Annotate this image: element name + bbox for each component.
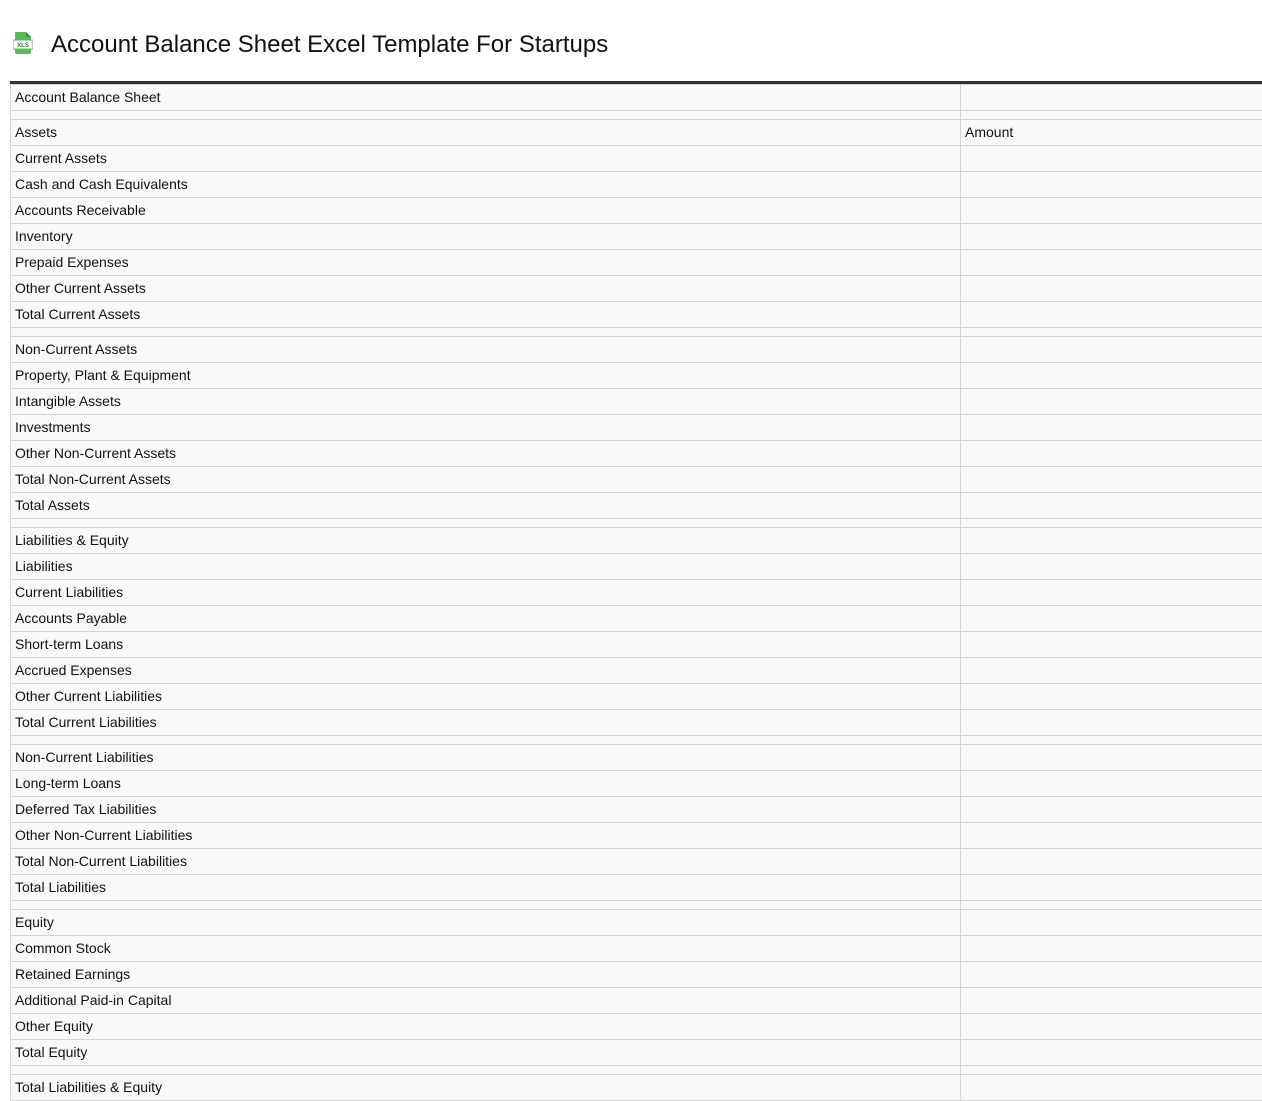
table-row <box>11 363 1262 389</box>
table-row <box>11 771 1262 797</box>
balance-sheet <box>10 81 1262 1101</box>
row-label-cell: Common Stock <box>11 936 961 962</box>
amount-cell[interactable] <box>961 302 1262 328</box>
amount-cell[interactable] <box>961 172 1262 198</box>
spacer-cell <box>11 328 961 337</box>
row-label-cell: Other Current Assets <box>11 276 961 302</box>
spacer-cell <box>961 519 1262 528</box>
table-row <box>11 276 1262 302</box>
table-row <box>11 936 1262 962</box>
amount-cell[interactable] <box>961 415 1262 441</box>
table-row <box>11 823 1262 849</box>
row-label-cell: Short-term Loans <box>11 632 961 658</box>
row-label-cell: Total Current Liabilities <box>11 710 961 736</box>
spacer-cell <box>11 111 961 120</box>
amount-cell[interactable] <box>961 493 1262 519</box>
table-row <box>11 658 1262 684</box>
table-row <box>11 962 1262 988</box>
spacer-cell <box>961 111 1262 120</box>
amount-cell[interactable] <box>961 580 1262 606</box>
amount-cell[interactable] <box>961 910 1262 936</box>
amount-cell[interactable] <box>961 710 1262 736</box>
amount-cell[interactable] <box>961 337 1262 363</box>
row-label-cell: Liabilities & Equity <box>11 528 961 554</box>
amount-cell[interactable] <box>961 554 1262 580</box>
spacer-row <box>11 519 1262 528</box>
row-label-cell: Current Liabilities <box>11 580 961 606</box>
amount-cell[interactable] <box>961 875 1262 901</box>
table-row <box>11 389 1262 415</box>
amount-cell[interactable] <box>961 658 1262 684</box>
table-row <box>11 632 1262 658</box>
table-row <box>11 745 1262 771</box>
amount-cell[interactable] <box>961 389 1262 415</box>
row-label-cell: Additional Paid-in Capital <box>11 988 961 1014</box>
table-row <box>11 875 1262 901</box>
table-row <box>11 224 1262 250</box>
table-row <box>11 337 1262 363</box>
amount-cell[interactable] <box>961 632 1262 658</box>
row-label-cell: Total Non-Current Assets <box>11 467 961 493</box>
spacer-cell <box>11 901 961 910</box>
table-row <box>11 1014 1262 1040</box>
row-label-cell: Total Liabilities <box>11 875 961 901</box>
spacer-cell <box>11 1066 961 1075</box>
table-row <box>11 493 1262 519</box>
row-label-cell: Other Equity <box>11 1014 961 1040</box>
page-title: Account Balance Sheet Excel Template For Startups <box>51 31 608 59</box>
amount-cell[interactable] <box>961 363 1262 389</box>
spacer-cell <box>961 328 1262 337</box>
amount-cell[interactable] <box>961 606 1262 632</box>
spacer-cell <box>11 519 961 528</box>
amount-cell[interactable] <box>961 441 1262 467</box>
row-label-cell: Accrued Expenses <box>11 658 961 684</box>
row-label-cell: Total Current Assets <box>11 302 961 328</box>
amount-cell[interactable] <box>961 198 1262 224</box>
row-label-cell: Total Equity <box>11 1040 961 1066</box>
table-row <box>11 684 1262 710</box>
row-label-cell: Account Balance Sheet <box>11 85 961 111</box>
amount-cell[interactable] <box>961 528 1262 554</box>
table-row <box>11 302 1262 328</box>
row-label-cell: Property, Plant & Equipment <box>11 363 961 389</box>
table-row <box>11 528 1262 554</box>
icon-label: XLS <box>17 43 29 49</box>
amount-cell[interactable] <box>961 1040 1262 1066</box>
table-row <box>11 467 1262 493</box>
table-row <box>11 910 1262 936</box>
table-row <box>11 849 1262 875</box>
row-label-cell: Total Liabilities & Equity <box>11 1075 961 1101</box>
spacer-row <box>11 111 1262 120</box>
row-label-cell: Prepaid Expenses <box>11 250 961 276</box>
table-row <box>11 415 1262 441</box>
amount-cell[interactable] <box>961 849 1262 875</box>
amount-cell[interactable] <box>961 146 1262 172</box>
spacer-row <box>11 328 1262 337</box>
spacer-row <box>11 901 1262 910</box>
table-row <box>11 606 1262 632</box>
row-label-cell: Other Current Liabilities <box>11 684 961 710</box>
row-label-cell: Deferred Tax Liabilities <box>11 797 961 823</box>
row-label-cell: Retained Earnings <box>11 962 961 988</box>
row-label-cell: Cash and Cash Equivalents <box>11 172 961 198</box>
row-label-cell: Non-Current Assets <box>11 337 961 363</box>
spacer-cell <box>961 901 1262 910</box>
table-row <box>11 146 1262 172</box>
spacer-cell <box>961 736 1262 745</box>
amount-cell[interactable] <box>961 797 1262 823</box>
table-row <box>11 1040 1262 1066</box>
amount-cell[interactable] <box>961 1075 1262 1101</box>
amount-cell[interactable] <box>961 684 1262 710</box>
xls-file-icon <box>13 32 33 54</box>
table-row <box>11 554 1262 580</box>
row-label-cell: Investments <box>11 415 961 441</box>
amount-cell[interactable]: Amount <box>961 120 1262 146</box>
row-label-cell: Accounts Receivable <box>11 198 961 224</box>
amount-cell[interactable] <box>961 250 1262 276</box>
row-label-cell: Long-term Loans <box>11 771 961 797</box>
table-row <box>11 85 1262 111</box>
row-label-cell: Total Non-Current Liabilities <box>11 849 961 875</box>
amount-cell[interactable] <box>961 962 1262 988</box>
row-label-cell: Non-Current Liabilities <box>11 745 961 771</box>
row-label-cell: Equity <box>11 910 961 936</box>
amount-cell[interactable] <box>961 276 1262 302</box>
amount-cell[interactable] <box>961 85 1262 111</box>
amount-cell[interactable] <box>961 823 1262 849</box>
row-label-cell: Assets <box>11 120 961 146</box>
amount-cell[interactable] <box>961 1014 1262 1040</box>
table-row <box>11 988 1262 1014</box>
row-label-cell: Total Assets <box>11 493 961 519</box>
spacer-row <box>11 1066 1262 1075</box>
row-label-cell: Current Assets <box>11 146 961 172</box>
amount-cell[interactable] <box>961 467 1262 493</box>
amount-cell[interactable] <box>961 988 1262 1014</box>
table-row <box>11 120 1262 146</box>
row-label-cell: Other Non-Current Assets <box>11 441 961 467</box>
balance-sheet-table <box>10 84 1262 1101</box>
amount-cell[interactable] <box>961 771 1262 797</box>
row-label-cell: Other Non-Current Liabilities <box>11 823 961 849</box>
table-row <box>11 797 1262 823</box>
amount-cell[interactable] <box>961 745 1262 771</box>
table-row <box>11 250 1262 276</box>
spacer-row <box>11 736 1262 745</box>
table-row <box>11 198 1262 224</box>
amount-cell[interactable] <box>961 936 1262 962</box>
table-row <box>11 710 1262 736</box>
table-row <box>11 580 1262 606</box>
page-header <box>0 0 1262 80</box>
amount-cell[interactable] <box>961 224 1262 250</box>
table-row <box>11 441 1262 467</box>
spacer-cell <box>11 736 961 745</box>
table-row <box>11 172 1262 198</box>
row-label-cell: Intangible Assets <box>11 389 961 415</box>
row-label-cell: Liabilities <box>11 554 961 580</box>
table-body <box>11 85 1262 1101</box>
spacer-cell <box>961 1066 1262 1075</box>
row-label-cell: Accounts Payable <box>11 606 961 632</box>
row-label-cell: Inventory <box>11 224 961 250</box>
table-row <box>11 1075 1262 1101</box>
